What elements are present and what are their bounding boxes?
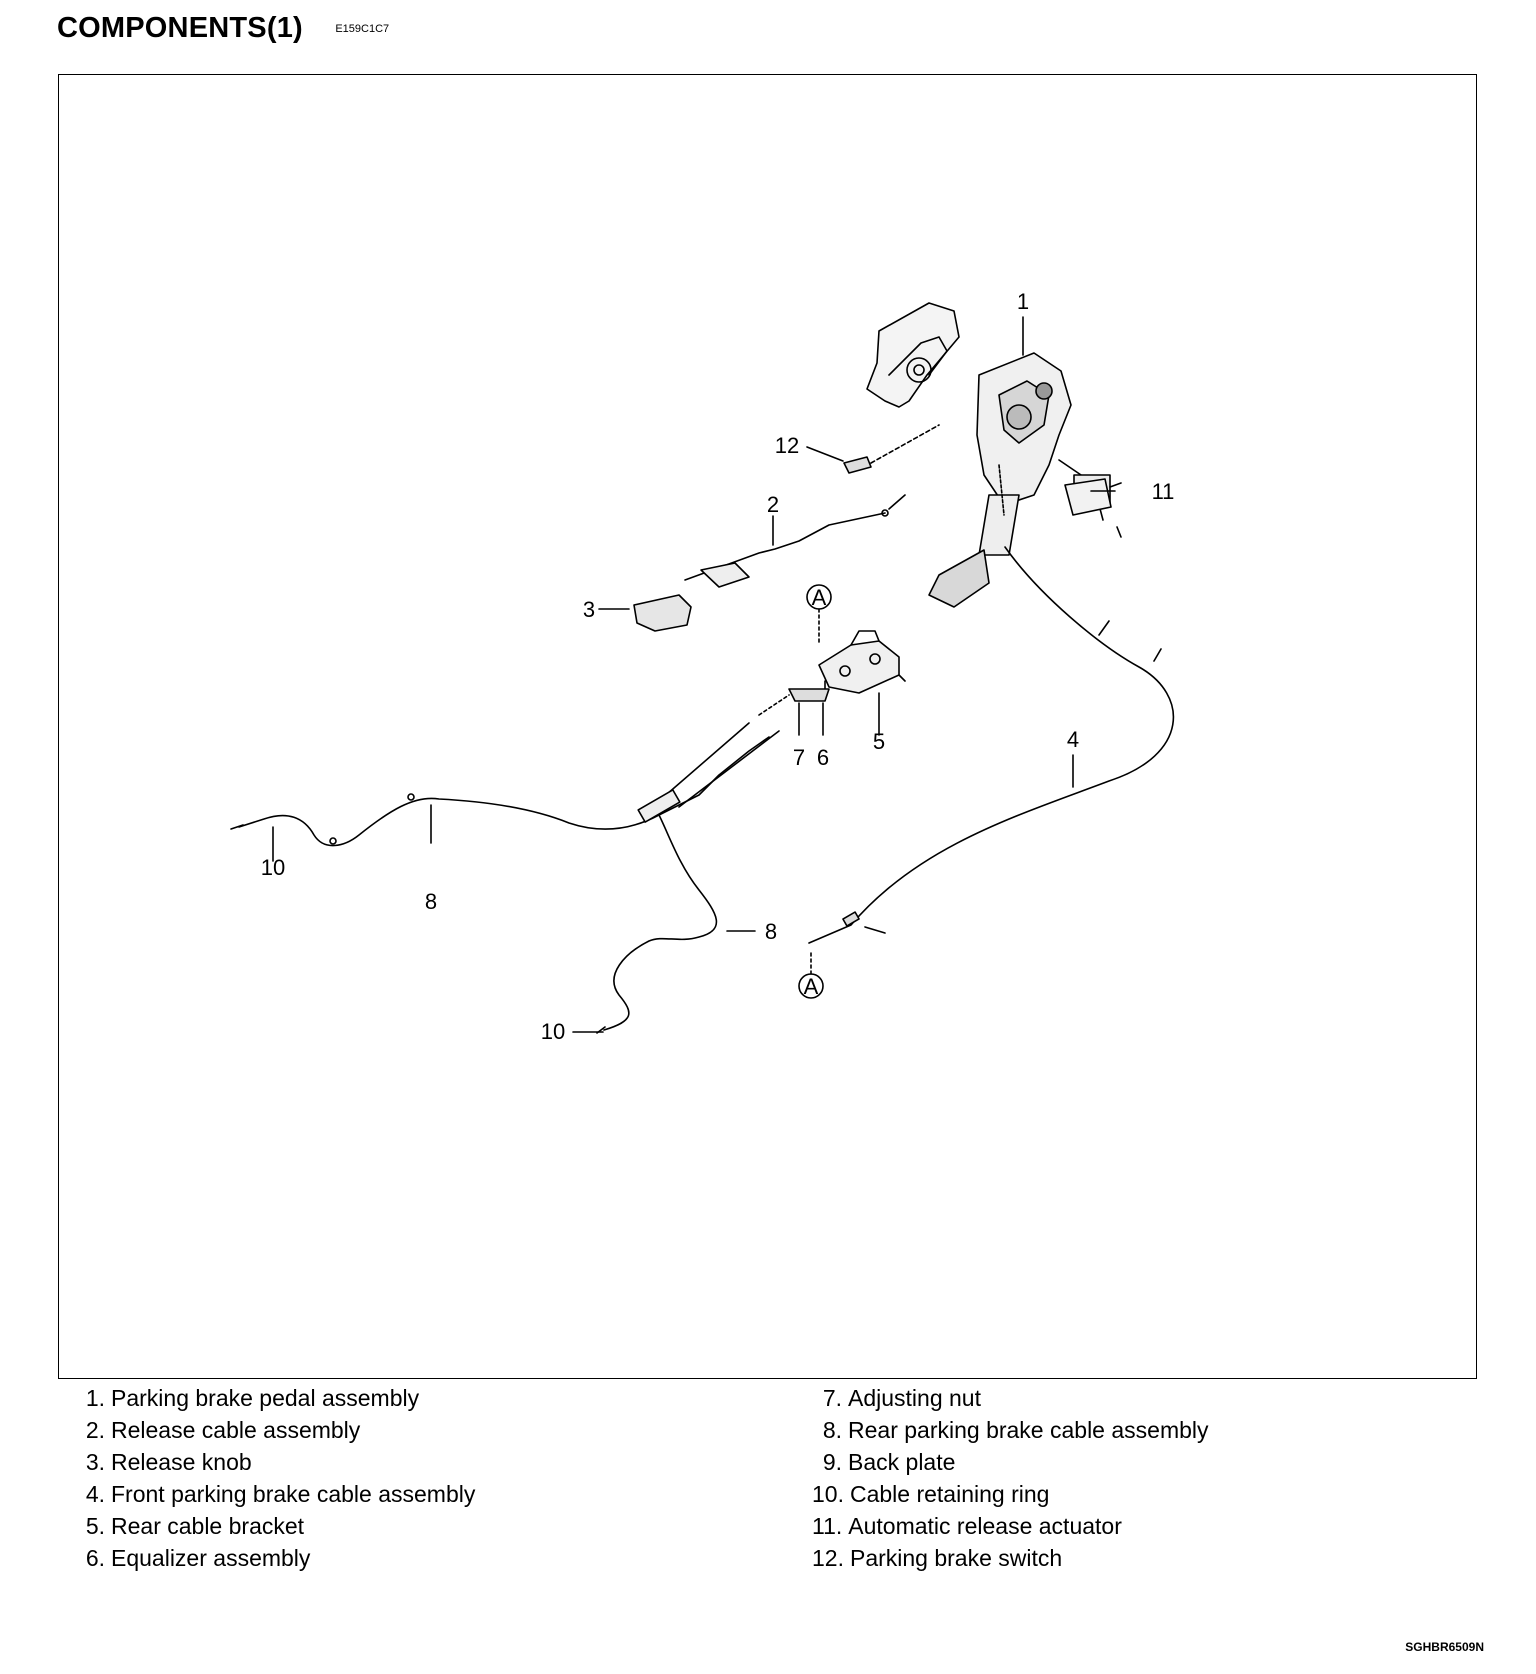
- callout-4: 4: [1066, 727, 1080, 752]
- callout-10-left: 10: [260, 855, 286, 880]
- callout-12: 12: [774, 433, 800, 458]
- section-code: E159C1C7: [335, 23, 390, 35]
- rear-cables: [231, 723, 779, 1033]
- legend-item: [812, 1382, 1209, 1414]
- legend-num: 10.: [812, 1481, 844, 1507]
- legend-num: 8.: [822, 1417, 842, 1443]
- front-cable: [809, 547, 1173, 943]
- equalizer: [759, 689, 829, 715]
- callout-11: 11: [1151, 479, 1175, 504]
- release-actuator: [1065, 479, 1121, 537]
- legend-num: 5.: [85, 1513, 105, 1539]
- release-cable: [685, 495, 905, 587]
- legend-num: 7.: [822, 1385, 842, 1411]
- parking-brake-diagram: [59, 75, 1478, 1380]
- legend-label: Rear cable bracket: [111, 1513, 305, 1539]
- legend-label: Back plate: [848, 1449, 956, 1475]
- view-marker-a-top-label: A: [811, 585, 827, 610]
- legend-label: Parking brake pedal assembly: [111, 1385, 420, 1411]
- page-title: COMPONENTS(1): [57, 12, 303, 44]
- legend-num: 1.: [85, 1385, 105, 1411]
- legend-label: Front parking brake cable assembly: [111, 1481, 476, 1507]
- legend-label: Equalizer assembly: [111, 1545, 311, 1571]
- parking-brake-switch: [844, 425, 939, 473]
- legend-label: Adjusting nut: [848, 1385, 981, 1411]
- legend-label: Cable retaining ring: [849, 1481, 1050, 1507]
- legend-num: 2.: [85, 1417, 105, 1443]
- release-knob: [634, 595, 691, 631]
- legend-item: [75, 1414, 475, 1446]
- page-header: [57, 12, 389, 45]
- legend-item: [812, 1446, 1209, 1478]
- legend-right: [812, 1382, 1209, 1574]
- legend-label: Parking brake switch: [849, 1545, 1063, 1571]
- legend-label: Release cable assembly: [111, 1417, 361, 1443]
- rear-cable-bracket: [819, 631, 905, 693]
- legend-num: 4.: [85, 1481, 105, 1507]
- legend-num: 9.: [822, 1449, 842, 1475]
- pedal-assembly: [867, 303, 1121, 607]
- legend-item: [75, 1382, 475, 1414]
- legend-item: [75, 1446, 475, 1478]
- document-id: SGHBR6509N: [1405, 1640, 1484, 1654]
- callout-7: 7: [792, 745, 806, 770]
- callout-6: 6: [816, 745, 830, 770]
- legend-num: 6.: [85, 1545, 105, 1571]
- legend-item: [75, 1510, 475, 1542]
- legend-label: Rear parking brake cable assembly: [848, 1417, 1209, 1443]
- legend-left: [75, 1382, 475, 1574]
- callout-8-right: 8: [764, 919, 778, 944]
- callout-3: 3: [582, 597, 596, 622]
- diagram-frame: [58, 74, 1477, 1379]
- callout-10-bottom: 10: [540, 1019, 566, 1044]
- legend-num: 11.: [812, 1513, 843, 1539]
- legend-item: [75, 1478, 475, 1510]
- legend-label: Release knob: [111, 1449, 252, 1475]
- legend-label: Automatic release actuator: [848, 1513, 1122, 1539]
- callout-8-left: 8: [424, 889, 438, 914]
- callout-2: 2: [766, 492, 780, 517]
- legend-item: [75, 1542, 475, 1574]
- legend-item: [812, 1542, 1209, 1574]
- view-marker-a-bottom-label: A: [803, 974, 819, 999]
- callout-1: 1: [1016, 289, 1030, 314]
- legend-num: 12.: [812, 1545, 844, 1571]
- legend-num: 3.: [85, 1449, 105, 1475]
- legend-item: [812, 1414, 1209, 1446]
- legend-item: [812, 1478, 1209, 1510]
- callout-5: 5: [872, 729, 886, 754]
- legend-item: [812, 1510, 1209, 1542]
